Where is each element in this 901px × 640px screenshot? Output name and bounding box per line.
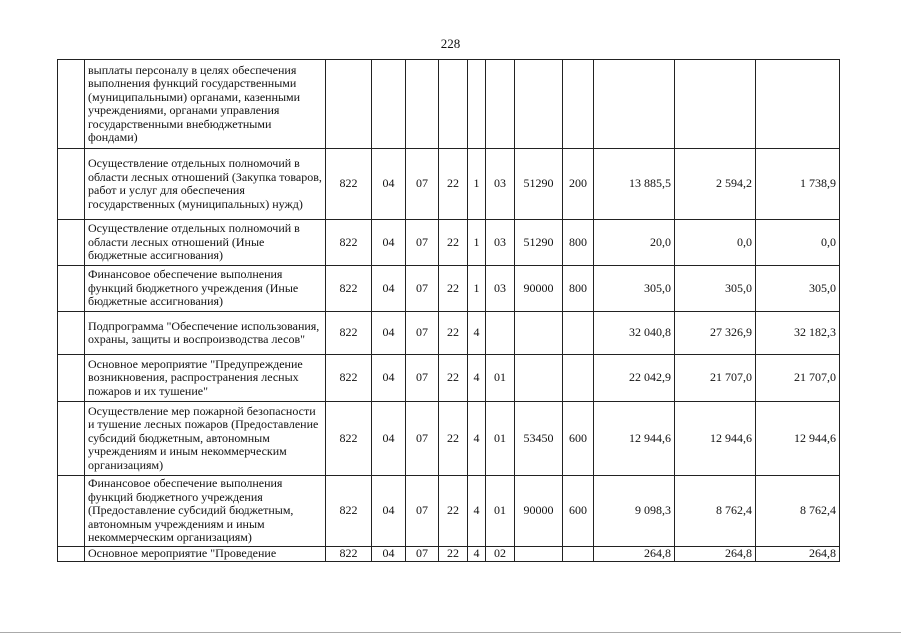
ministry-code-cell: 822 <box>326 266 372 312</box>
activity-code-cell <box>486 312 515 355</box>
amount-year-2-cell: 12 944,6 <box>675 402 756 476</box>
page-bottom-rule <box>0 632 901 633</box>
amount-year-1-cell: 13 885,5 <box>594 149 675 220</box>
amount-year-2-cell: 264,8 <box>675 547 756 562</box>
section-code-cell: 04 <box>372 476 406 547</box>
table-row <box>58 476 840 547</box>
amount-year-2-cell: 8 762,4 <box>675 476 756 547</box>
amount-year-2-cell: 21 707,0 <box>675 355 756 402</box>
expense-code-cell <box>515 60 563 149</box>
expense-code-cell <box>515 355 563 402</box>
ministry-code-cell: 822 <box>326 312 372 355</box>
amount-year-1-cell <box>594 60 675 149</box>
amount-year-1-cell: 20,0 <box>594 220 675 266</box>
ministry-code-cell: 822 <box>326 355 372 402</box>
amount-year-1-cell: 9 098,3 <box>594 476 675 547</box>
ministry-code-cell: 822 <box>326 149 372 220</box>
expense-type-code-cell <box>563 60 594 149</box>
section-code-cell: 04 <box>372 312 406 355</box>
subsection-code-cell: 07 <box>406 547 439 562</box>
subsection-code-cell <box>406 60 439 149</box>
subsection-code-cell: 07 <box>406 312 439 355</box>
amount-year-2-cell: 0,0 <box>675 220 756 266</box>
program-code-cell: 22 <box>439 220 468 266</box>
amount-year-1-cell: 264,8 <box>594 547 675 562</box>
budget-table <box>57 59 840 562</box>
amount-year-3-cell: 12 944,6 <box>756 402 840 476</box>
amount-year-1-cell: 12 944,6 <box>594 402 675 476</box>
activity-code-cell: 01 <box>486 476 515 547</box>
subsection-code-cell: 07 <box>406 220 439 266</box>
program-code-cell: 22 <box>439 266 468 312</box>
table-row <box>58 402 840 476</box>
expense-code-cell: 90000 <box>515 476 563 547</box>
section-code-cell <box>372 60 406 149</box>
activity-code-cell: 03 <box>486 266 515 312</box>
subsection-code-cell: 07 <box>406 266 439 312</box>
amount-year-2-cell: 2 594,2 <box>675 149 756 220</box>
program-code-cell: 22 <box>439 547 468 562</box>
row-margin-cell <box>58 266 85 312</box>
row-description: Основное мероприятие "Предупреждение возникновения, распространения лесных пожаров и их тушение" <box>85 355 326 402</box>
row-description: Финансовое обеспечение выполнения функций бюджетного учреждения (Иные бюджетные ассигнования) <box>85 266 326 312</box>
expense-type-code-cell: 800 <box>563 266 594 312</box>
expense-code-cell: 53450 <box>515 402 563 476</box>
ministry-code-cell: 822 <box>326 547 372 562</box>
subprogram-code-cell: 1 <box>468 266 486 312</box>
subprogram-code-cell: 1 <box>468 220 486 266</box>
amount-year-3-cell: 305,0 <box>756 266 840 312</box>
expense-type-code-cell <box>563 547 594 562</box>
section-code-cell: 04 <box>372 402 406 476</box>
subprogram-code-cell: 1 <box>468 149 486 220</box>
expense-type-code-cell: 800 <box>563 220 594 266</box>
row-description: Осуществление отдельных полномочий в области лесных отношений (Закупка товаров, работ и услуг для обеспечения государственных (муниципальных) нужд) <box>85 149 326 220</box>
activity-code-cell <box>486 60 515 149</box>
subsection-code-cell: 07 <box>406 355 439 402</box>
section-code-cell: 04 <box>372 266 406 312</box>
program-code-cell: 22 <box>439 312 468 355</box>
table-row <box>58 312 840 355</box>
subprogram-code-cell: 4 <box>468 547 486 562</box>
amount-year-2-cell: 27 326,9 <box>675 312 756 355</box>
table-row <box>58 355 840 402</box>
ministry-code-cell: 822 <box>326 220 372 266</box>
row-description: Основное мероприятие "Проведение <box>85 547 326 562</box>
activity-code-cell: 03 <box>486 149 515 220</box>
amount-year-3-cell: 8 762,4 <box>756 476 840 547</box>
section-code-cell: 04 <box>372 355 406 402</box>
program-code-cell: 22 <box>439 355 468 402</box>
subsection-code-cell: 07 <box>406 149 439 220</box>
table-row <box>58 60 840 149</box>
expense-code-cell <box>515 547 563 562</box>
amount-year-3-cell: 264,8 <box>756 547 840 562</box>
ministry-code-cell: 822 <box>326 476 372 547</box>
amount-year-2-cell <box>675 60 756 149</box>
amount-year-3-cell <box>756 60 840 149</box>
subprogram-code-cell <box>468 60 486 149</box>
activity-code-cell: 01 <box>486 355 515 402</box>
amount-year-3-cell: 21 707,0 <box>756 355 840 402</box>
expense-type-code-cell <box>563 355 594 402</box>
expense-type-code-cell: 600 <box>563 402 594 476</box>
section-code-cell: 04 <box>372 547 406 562</box>
amount-year-2-cell: 305,0 <box>675 266 756 312</box>
row-margin-cell <box>58 149 85 220</box>
page-number: 228 <box>440 36 461 51</box>
row-margin-cell <box>58 402 85 476</box>
row-description: Финансовое обеспечение выполнения функций бюджетного учреждения (Предоставление субсидий бюджетным, автономным учреждениям и иным некоммерческим организациям) <box>85 476 326 547</box>
program-code-cell <box>439 60 468 149</box>
row-description: выплаты персоналу в целях обеспечения выполнения функций государственными (муниципальными) органами, казенными учреждениями, органами управления государственными внебюджетными фондами) <box>85 60 326 149</box>
activity-code-cell: 01 <box>486 402 515 476</box>
program-code-cell: 22 <box>439 476 468 547</box>
amount-year-3-cell: 1 738,9 <box>756 149 840 220</box>
table-row <box>58 220 840 266</box>
expense-type-code-cell: 200 <box>563 149 594 220</box>
program-code-cell: 22 <box>439 402 468 476</box>
subsection-code-cell: 07 <box>406 402 439 476</box>
amount-year-3-cell: 32 182,3 <box>756 312 840 355</box>
amount-year-3-cell: 0,0 <box>756 220 840 266</box>
subsection-code-cell: 07 <box>406 476 439 547</box>
row-margin-cell <box>58 60 85 149</box>
section-code-cell: 04 <box>372 220 406 266</box>
expense-type-code-cell: 600 <box>563 476 594 547</box>
row-margin-cell <box>58 355 85 402</box>
row-description: Осуществление отдельных полномочий в области лесных отношений (Иные бюджетные ассигнования) <box>85 220 326 266</box>
activity-code-cell: 02 <box>486 547 515 562</box>
subprogram-code-cell: 4 <box>468 312 486 355</box>
row-margin-cell <box>58 476 85 547</box>
row-description: Осуществление мер пожарной безопасности и тушение лесных пожаров (Предоставление субсидий бюджетным, автономным учреждениям и иным некоммерческим организациям) <box>85 402 326 476</box>
row-margin-cell <box>58 312 85 355</box>
amount-year-1-cell: 305,0 <box>594 266 675 312</box>
subprogram-code-cell: 4 <box>468 476 486 547</box>
row-margin-cell <box>58 547 85 562</box>
table-row <box>58 547 840 562</box>
expense-code-cell: 90000 <box>515 266 563 312</box>
expense-code-cell <box>515 312 563 355</box>
row-margin-cell <box>58 220 85 266</box>
amount-year-1-cell: 22 042,9 <box>594 355 675 402</box>
ministry-code-cell: 822 <box>326 402 372 476</box>
expense-type-code-cell <box>563 312 594 355</box>
section-code-cell: 04 <box>372 149 406 220</box>
amount-year-1-cell: 32 040,8 <box>594 312 675 355</box>
subprogram-code-cell: 4 <box>468 355 486 402</box>
row-description: Подпрограмма "Обеспечение использования, охраны, защиты и воспроизводства лесов" <box>85 312 326 355</box>
expense-code-cell: 51290 <box>515 149 563 220</box>
table-row <box>58 149 840 220</box>
program-code-cell: 22 <box>439 149 468 220</box>
activity-code-cell: 03 <box>486 220 515 266</box>
subprogram-code-cell: 4 <box>468 402 486 476</box>
expense-code-cell: 51290 <box>515 220 563 266</box>
ministry-code-cell <box>326 60 372 149</box>
table-row <box>58 266 840 312</box>
